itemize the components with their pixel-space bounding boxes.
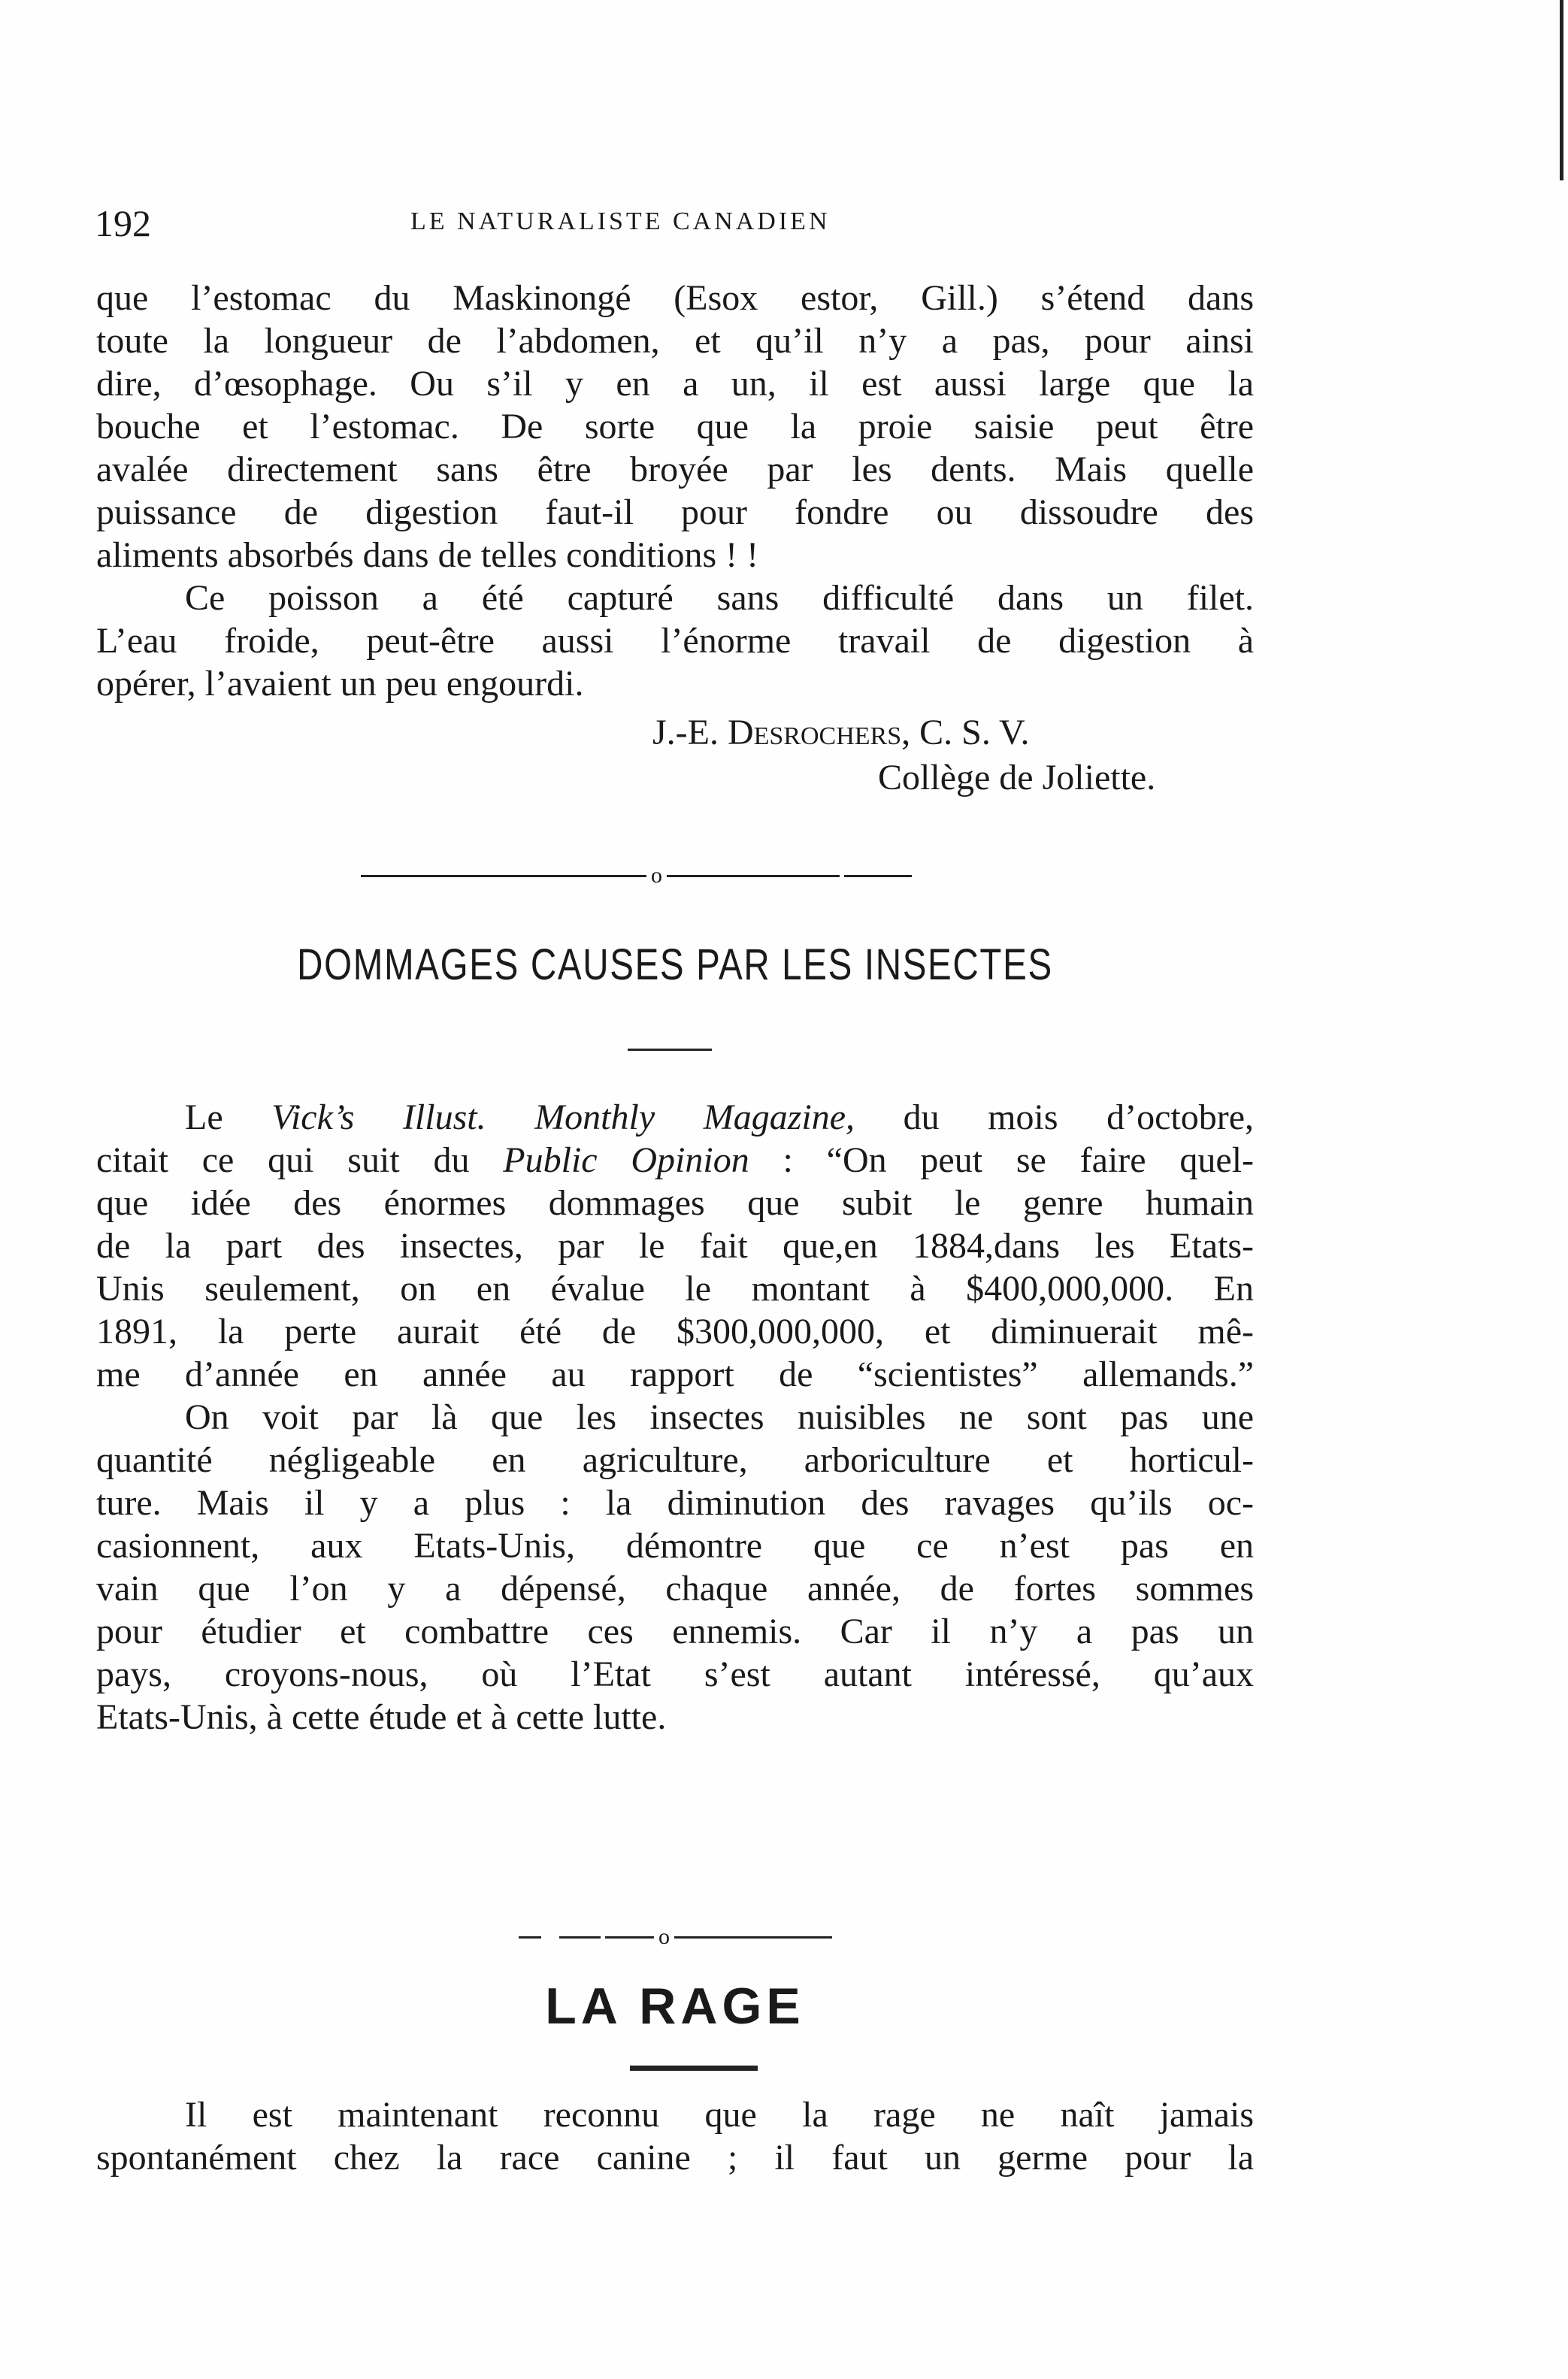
separator-glyph: o: [658, 1924, 670, 1949]
text-line: toute la longueur de l’abdomen, et qu’il n’y a pas, pour ainsi: [96, 321, 1254, 361]
article-dommages: [96, 1096, 1254, 1739]
section-separator: [519, 1924, 832, 1950]
text-line: spontanément chez la race canine ; il faut un germe pour la: [96, 2138, 1254, 2178]
title-rule: [628, 1049, 712, 1051]
text-line: Ce poisson a été capturé sans difficulté dans un filet.: [185, 578, 1254, 618]
text-line: Le Vick’s Illust. Monthly Magazine, du mois d’octobre,: [185, 1097, 1255, 1137]
text-line: que l’estomac du Maskinongé (Esox estor, Gill.) s’étend dans: [96, 278, 1254, 318]
text-line: Il est maintenant reconnu que la rage ne naît jamais: [185, 2095, 1254, 2135]
section-title: DOMMAGES CAUSES PAR LES INSECTES: [297, 940, 1053, 989]
text-line: vain que l’on y a dépensé, chaque année, de fortes sommes: [96, 1569, 1254, 1609]
text-line: bouche et l’estomac. De sorte que la proie saisie peut être: [96, 407, 1254, 446]
page-number: 192: [95, 202, 151, 244]
text-line: L’eau froide, peut-être aussi l’énorme travail de digestion à: [96, 621, 1254, 661]
text-line: puissance de digestion faut-il pour fondre ou dissoudre des: [96, 492, 1254, 532]
page-edge-line: [1560, 0, 1563, 180]
text-line: que idée des énormes dommages que subit le genre humain: [96, 1183, 1254, 1223]
signature-block: [96, 710, 1254, 801]
text-line: dire, d’œsophage. Ou s’il y en a un, il est aussi large que la: [96, 364, 1254, 404]
text-line: On voit par là que les insectes nuisibles ne sont pas une: [185, 1397, 1254, 1437]
text-line: aliments absorbés dans de telles conditions ! !: [96, 535, 759, 575]
text-line: de la part des insectes, par le fait que,en 1884,dans les Etats-: [96, 1226, 1254, 1266]
text-line: Unis seulement, on en évalue le montant à $400,000,000. En: [96, 1269, 1254, 1309]
text-line: pays, croyons-nous, où l’Etat s’est autant intéressé, qu’aux: [96, 1654, 1254, 1694]
text-line: citait ce qui suit du Public Opinion : “On peut se faire quel-: [96, 1140, 1255, 1180]
section-separator: [361, 863, 912, 888]
text-line: Etats-Unis, à cette étude et à cette lutte.: [96, 1697, 667, 1737]
text-line: me d’année en année au rapport de “scientistes” allemands.”: [96, 1354, 1254, 1394]
text-line: avalée directement sans être broyée par les dents. Mais quelle: [96, 449, 1254, 489]
separator-glyph: o: [651, 863, 662, 888]
text-line: casionnent, aux Etats-Unis, démontre que ce n’est pas en: [96, 1526, 1254, 1566]
title-rule: [630, 2066, 758, 2071]
article-maskinonge: [96, 277, 1254, 705]
text-line: 1891, la perte aurait été de $300,000,000, et diminuerait mê-: [96, 1312, 1254, 1351]
running-title: LE NATURALISTE CANADIEN: [410, 207, 831, 235]
page-header: [95, 201, 1252, 247]
text-line: quantité négligeable en agriculture, arboriculture et horticul-: [96, 1440, 1254, 1480]
section-title: LA RAGE: [545, 1978, 805, 2035]
text-line: opérer, l’avaient un peu engourdi.: [96, 664, 584, 704]
text-line: ture. Mais il y a plus : la diminution des ravages qu’ils oc-: [96, 1483, 1254, 1523]
author-signature: J.-E. Desrochers, C. S. V.: [652, 713, 1030, 752]
author-affiliation: Collège de Joliette.: [878, 758, 1156, 798]
text-line: pour étudier et combattre ces ennemis. Car il n’y a pas un: [96, 1612, 1254, 1651]
article-rage: [96, 2093, 1254, 2179]
